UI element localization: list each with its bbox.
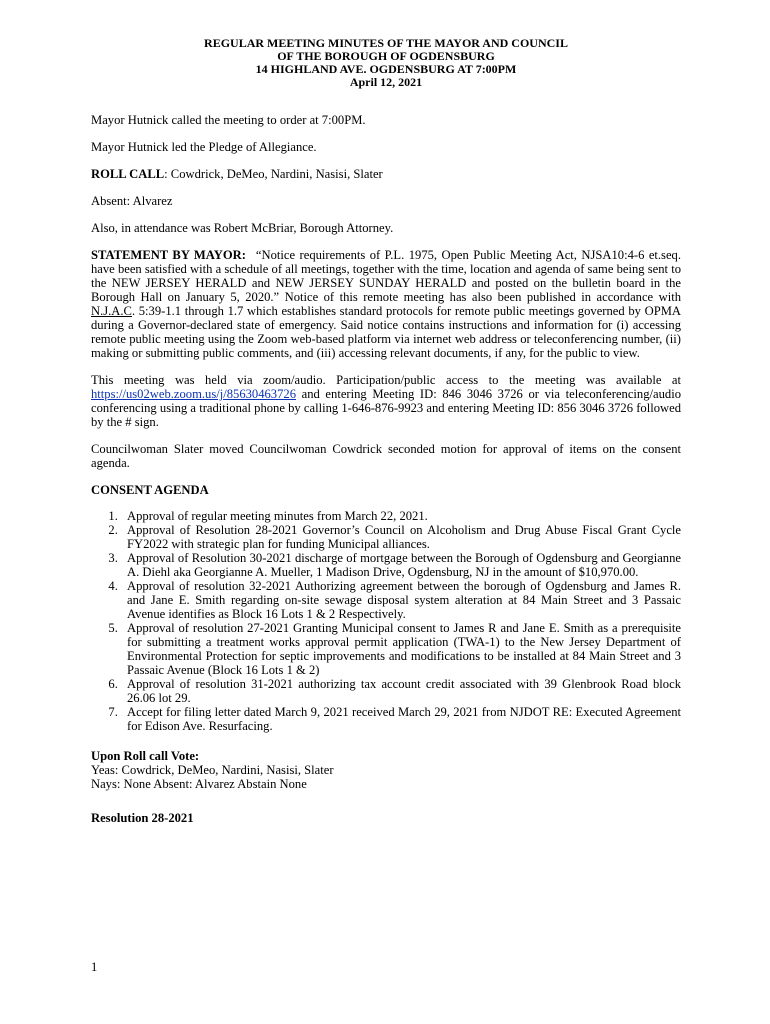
- zoom-text-a: This meeting was held via zoom/audio. Participation/public access to the meeting was available at: [91, 373, 681, 387]
- document-title: [91, 37, 681, 89]
- title-line-1: REGULAR MEETING MINUTES OF THE MAYOR AND COUNCIL: [204, 36, 568, 50]
- vote-heading: Upon Roll call Vote:: [91, 749, 200, 763]
- roll-call-paragraph: [91, 167, 681, 181]
- attendance-paragraph: Also, in attendance was Robert McBriar, Borough Attorney.: [91, 221, 394, 235]
- zoom-meeting-link[interactable]: https://us02web.zoom.us/j/85630463726: [91, 387, 296, 401]
- call-to-order-paragraph: Mayor Hutnick called the meeting to order at 7:00PM.: [91, 113, 366, 127]
- zoom-text-b: and entering Meeting ID: 846 3046 3726 or via teleconferencing/audio conferencing using a traditional phone by calling 1-646-876-9923 and entering Meeting ID: 856 3046 3726 followed by the # sign.: [91, 387, 681, 429]
- list-item: 3. Approval of Resolution 30-2021 discharge of mortgage between the Borough of Ogdensburg and Georgianne A. Diehl aka Georgianne A. Mueller, 1 Madison Drive, Ogdensburg, NJ in the amount of $10,970.00.: [121, 551, 681, 579]
- mayor-statement-text-b: . 5:39-1.1 through 1.7 which establishes standard protocols for remote public meetings governed by OPMA during a Governor-declared state of emergency. Said notice contains instructions and information for (i) accessing remote public meeting using the Zoom web-based platform via internet web address or teleconferencing number, (ii) making or submitting public comments, and (iii) accessing relevant documents, if any, for the public to view.: [91, 304, 681, 360]
- absent-paragraph: Absent: Alvarez: [91, 194, 173, 208]
- motion-paragraph: Councilwoman Slater moved Councilwoman Cowdrick seconded motion for approval of items on the consent agenda.: [91, 442, 681, 470]
- title-line-3: 14 HIGHLAND AVE. OGDENSBURG AT 7:00PM: [255, 62, 517, 76]
- list-item: 5. Approval of resolution 27-2021 Granting Municipal consent to James R and Jane E. Smith as a prerequisite for submitting a treatment works approval permit application (TWA-1) to the New Jersey Department of Environmental Protection for septic improvements and modifications to be installed at 84 Main Street and 3 Passaic Avenue (Block 16 Lots 1 & 2): [121, 621, 681, 677]
- resolution-heading: Resolution 28-2021: [91, 811, 194, 825]
- list-item: 2. Approval of Resolution 28-2021 Governor’s Council on Alcoholism and Drug Abuse Fiscal Grant Cycle FY2022 with strategic plan for funding Municipal alliances.: [121, 523, 681, 551]
- mayor-statement-label: STATEMENT BY MAYOR:: [91, 248, 246, 262]
- list-item: 4. Approval of resolution 32-2021 Authorizing agreement between the borough of Ogdensburg and James R. and Jane E. Smith regarding on-site sewage disposal system alteration at 84 Main Street and 3 Passaic Avenue identifies as Block 16 Lots 1 & 2 Respectively.: [121, 579, 681, 621]
- roll-call-names: : Cowdrick, DeMeo, Nardini, Nasisi, Slater: [164, 167, 383, 181]
- zoom-paragraph: [91, 373, 681, 429]
- roll-call-vote: [91, 749, 681, 791]
- page-number: 1: [91, 960, 98, 974]
- list-item: 1. Approval of regular meeting minutes from March 22, 2021.: [121, 509, 681, 523]
- consent-agenda-heading: CONSENT AGENDA: [91, 483, 209, 497]
- list-item: 6. Approval of resolution 31-2021 authorizing tax account credit associated with 39 Glenbrook Road block 26.06 lot 29.: [121, 677, 681, 705]
- vote-yeas: Yeas: Cowdrick, DeMeo, Nardini, Nasisi, Slater: [91, 763, 334, 777]
- pledge-paragraph: Mayor Hutnick led the Pledge of Allegiance.: [91, 140, 317, 154]
- consent-agenda-list: [91, 509, 681, 733]
- vote-nays: Nays: None Absent: Alvarez Abstain None: [91, 777, 307, 791]
- mayor-statement-text-a: “Notice requirements of P.L. 1975, Open Public Meeting Act, NJSA10:4-6 et.seq. have been satisfied with a schedule of all meetings, together with the time, location and agenda of same being sent to the NEW JERSEY HERALD and NEW JERSEY SUNDAY HERALD and posted on the bulletin board in the Borough Hall on January 5, 2020.” Notice of this remote meeting has also been published in accordance with: [91, 248, 681, 304]
- title-date: April 12, 2021: [349, 75, 423, 89]
- njac-reference: N.J.A.C: [91, 304, 132, 318]
- title-line-2: OF THE BOROUGH OF OGDENSBURG: [277, 49, 495, 63]
- mayor-statement-paragraph: [91, 248, 681, 360]
- document-page: [91, 37, 681, 825]
- list-item: 7. Accept for filing letter dated March 9, 2021 received March 29, 2021 from NJDOT RE: Executed Agreement for Edison Ave. Resurfacing.: [121, 705, 681, 733]
- roll-call-label: ROLL CALL: [91, 167, 165, 181]
